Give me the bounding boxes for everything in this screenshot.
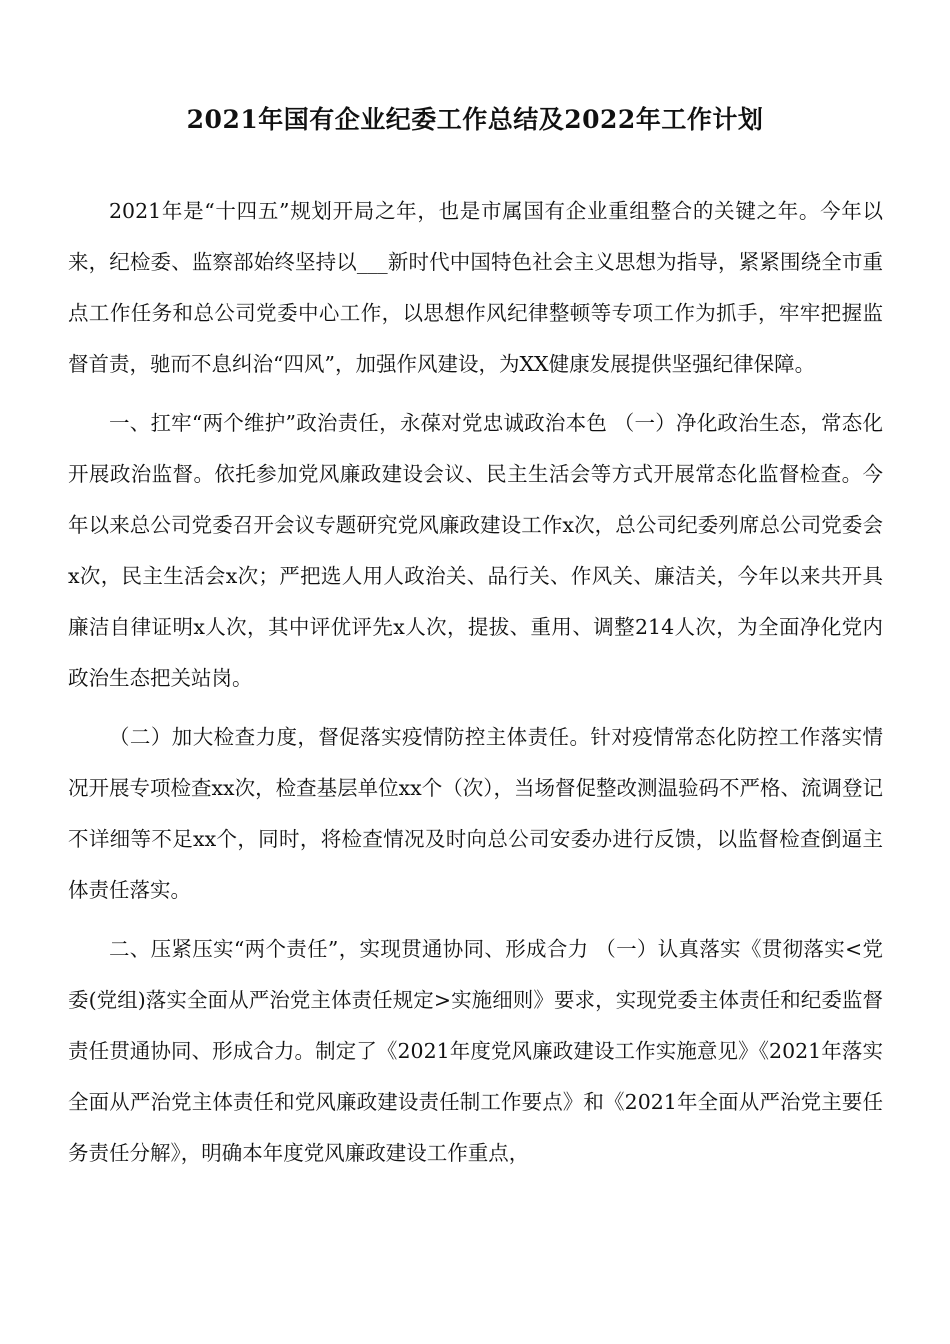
paragraph-section-one: 一、扛牢“两个维护”政治责任，永葆对党忠诚政治本色 （一）净化政治生态，常态化开展政治监督。依托参加党风廉政建设会议、民主生活会等方式开展常态化监督检查。今年以来总公司党委召开会议专题研究党风廉政建设工作x次，总公司纪委列席总公司党委会x次，民主生活会x次；严把选人用人政治关、品行关、作风关、廉洁关，今年以来共开具廉洁自律证明x人次，其中评优评先x人次，提拔、重用、调整214人次，为全面净化党内政治生态把关站岗。 <box>68 411 883 690</box>
paragraph-section-one-item-two: （二）加大检查力度，督促落实疫情防控主体责任。针对疫情常态化防控工作落实情况开展专项检查xx次，检查基层单位xx个（次），当场督促整改测温验码不严格、流调登记不详细等不足xx个，同时，将检查情况及时向总公司安委办进行反馈，以监督检查倒逼主体责任落实。 <box>68 725 883 902</box>
paragraph-section-two: 二、压紧压实“两个责任”，实现贯通协同、形成合力 （一）认真落实《贯彻落实<党委(党组)落实全面从严治党主体责任规定>实施细则》要求，实现党委主体责任和纪委监督责任贯通协同、形成合力。制定了《2021年度党风廉政建设工作实施意见》《2021年落实全面从严治党主体责任和党风廉政建设责任制工作要点》和《2021年全面从严治党主要任务责任分解》，明确本年度党风廉政建设工作重点， <box>68 937 883 1165</box>
document-body <box>68 186 883 1187</box>
document-title: 2021年国有企业纪委工作总结及2022年工作计划 <box>186 105 764 134</box>
paragraph-intro: 2021年是“十四五”规划开局之年，也是市属国有企业重组整合的关键之年。今年以来，纪检委、监察部始终坚持以___新时代中国特色社会主义思想为指导，紧紧围绕全市重点工作任务和总公司党委中心工作，以思想作风纪律整顿等专项工作为抓手，牢牢把握监督首责，驰而不息纠治“四风”，加强作风建设，为XX健康发展提供坚强纪律保障。 <box>68 199 883 376</box>
